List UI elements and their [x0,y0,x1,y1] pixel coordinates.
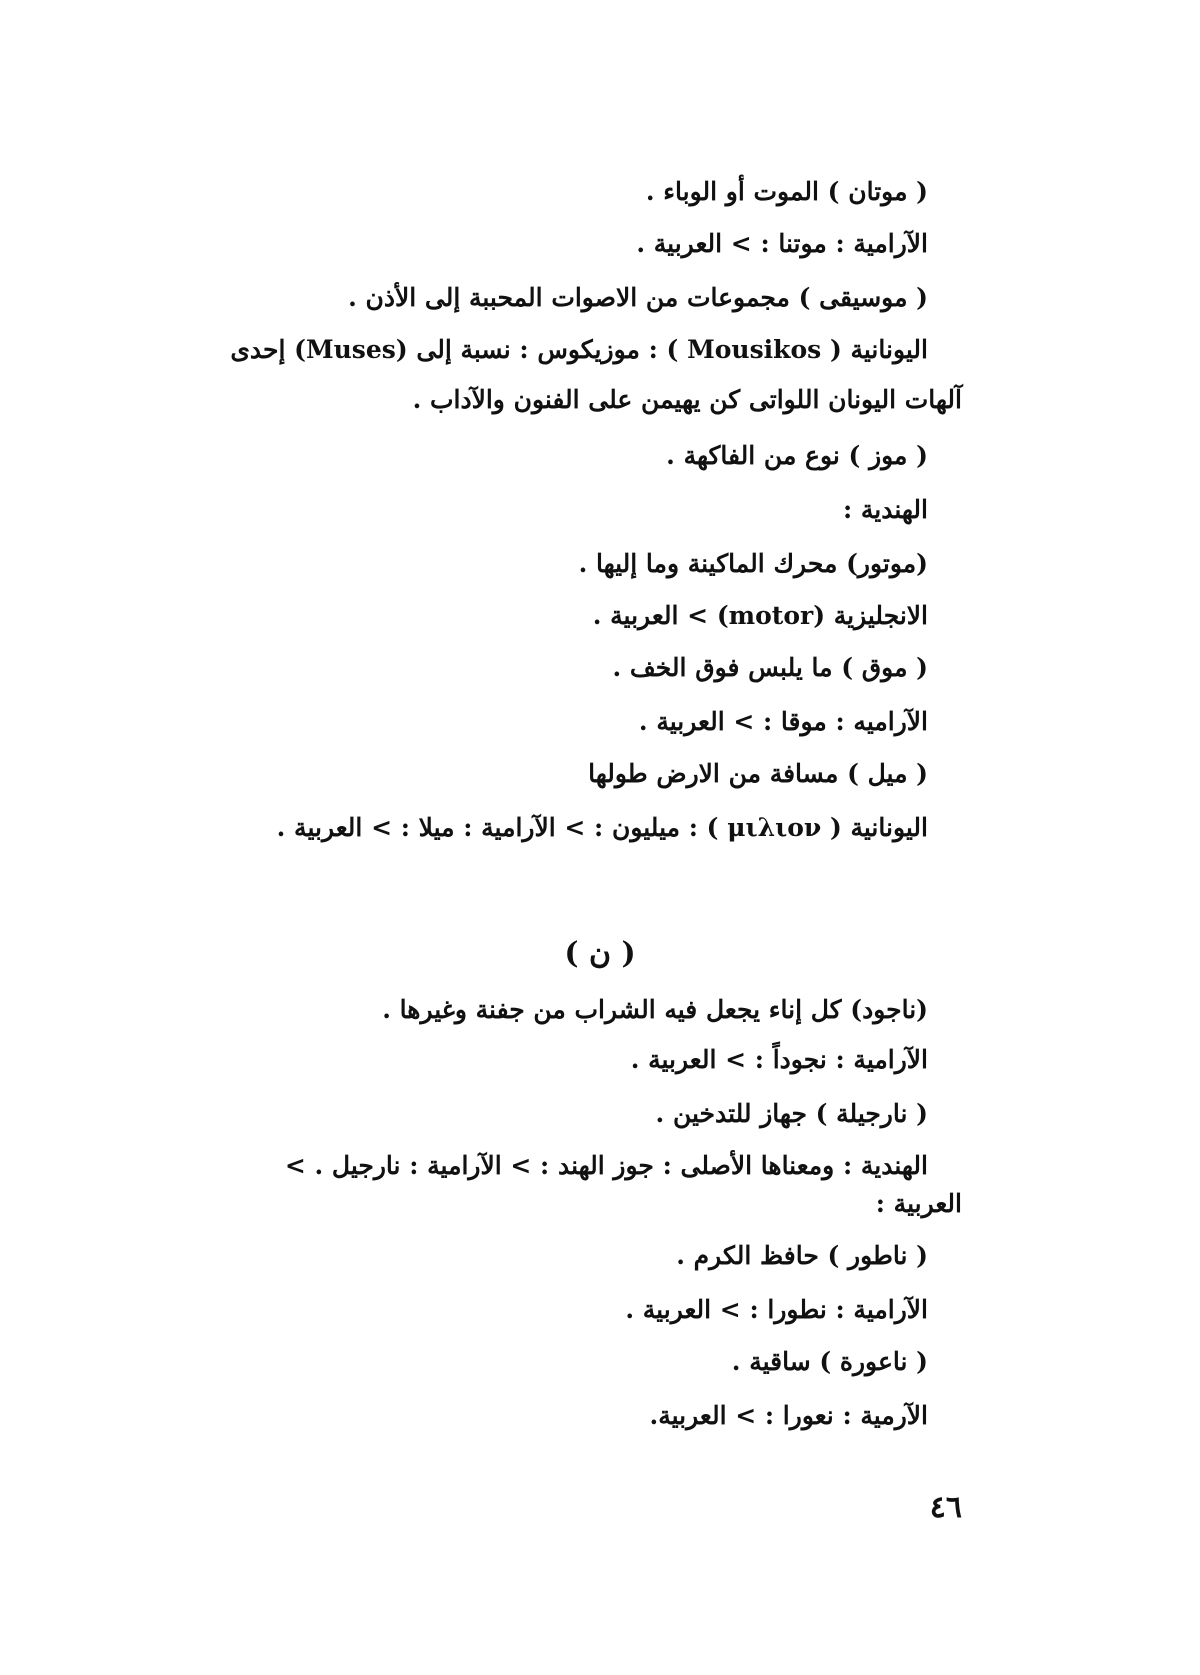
entry-line: ( موز ) نوع من الفاكهة . [666,441,928,470]
entry-line: (ناجود) كل إناء يجعل فيه الشراب من جفنة وغيرها . [382,995,928,1024]
entry-line: ( ناطور ) حافظ الكرم . [676,1241,928,1270]
entry-line: ( موق ) ما يلبس فوق الخف . [612,653,928,682]
section-heading: ( ن ) [564,936,636,971]
entry-line: اليونانية ( Mousikos ) : موزيكوس : نسبة إلى (Muses) إحدى [230,335,928,364]
entry-line: ( ميل ) مسافة من الارض طولها [588,759,928,788]
page-number: ٤٦ [929,1490,962,1525]
entry-line: الهندية : ومعناها الأصلى : جوز الهند : > الآرامية : نارجيل . > [284,1151,928,1180]
entry-line: العربية : [875,1189,962,1218]
entry-line: (موتور) محرك الماكينة وما إليها . [578,549,928,578]
entry-line: الآرامية : نطورا : > العربية . [625,1295,928,1324]
entry-line: ( نارجيلة ) جهاز للتدخين . [655,1099,928,1128]
entry-line: الهندية : [842,495,928,524]
entry-line: ( ناعورة ) ساقية . [731,1347,928,1376]
entry-line: الآراميه : موقا : > العربية . [638,707,928,736]
entry-line: اليونانية ( μιλιον ) : ميليون : > الآرامية : ميلا : > العربية . [276,813,928,842]
entry-line: الآرامية : موتنا : > العربية . [636,229,928,258]
entry-line: الانجليزية (motor) > العربية . [592,601,928,630]
entry-line: الآرمية : نعورا : > العربية. [649,1401,928,1430]
entry-line: ( موتان ) الموت أو الوباء . [645,177,928,206]
entry-line: آلهات اليونان اللواتى كن يهيمن على الفنون والآداب . [412,385,962,414]
entry-line: الآرامية : نجوداً : > العربية . [630,1045,928,1074]
entry-line: ( موسيقى ) مجموعات من الاصوات المحببة إلى الأذن . [348,283,928,312]
